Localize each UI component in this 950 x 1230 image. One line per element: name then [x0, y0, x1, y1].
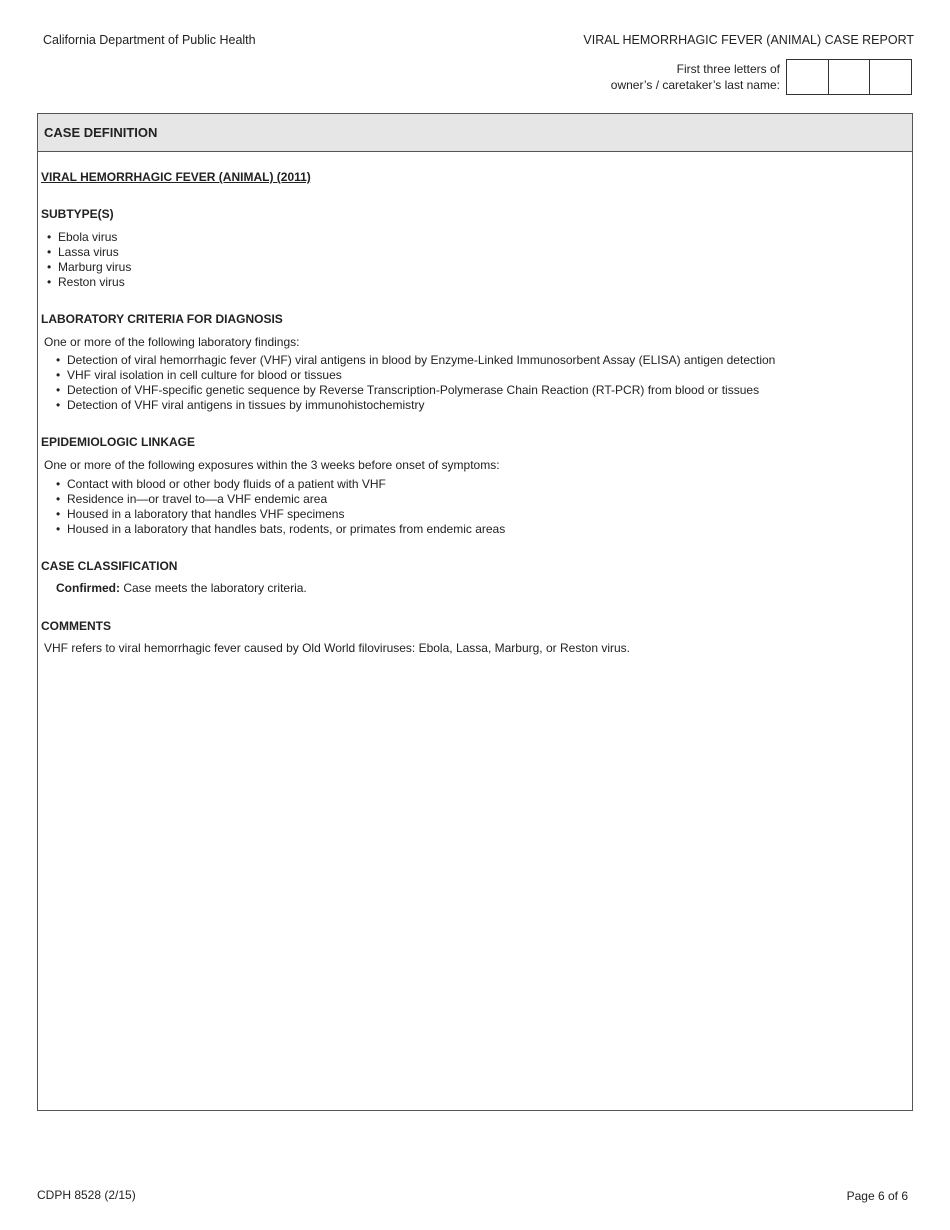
lab-criterion-text: Detection of VHF-specific genetic sequence by Reverse Transcription-Polymerase Chain Reaction (RT-PCR) from blood or tissues — [67, 383, 760, 397]
lab-criteria-intro: One or more of the following laboratory findings: — [44, 335, 300, 349]
owner-initial-box-2[interactable] — [829, 60, 871, 94]
bullet-icon: • — [56, 368, 61, 382]
bullet-icon: • — [56, 507, 61, 521]
bullet-icon: • — [56, 522, 61, 536]
epi-exposure-text: Residence in—or travel to—a VHF endemic area — [67, 492, 328, 506]
form-identifier: CDPH 8528 (2/15) — [37, 1188, 136, 1202]
lab-criteria-list — [41, 353, 901, 413]
confirmed-text: Case meets the laboratory criteria. — [123, 581, 307, 595]
list-item — [56, 477, 901, 492]
bullet-icon: • — [56, 398, 61, 412]
lab-criteria-heading: LABORATORY CRITERIA FOR DIAGNOSIS — [41, 312, 283, 326]
epi-exposure-text: Housed in a laboratory that handles bats, rodents, or primates from endemic areas — [67, 522, 506, 536]
lab-criterion-text: Detection of viral hemorrhagic fever (VHF) viral antigens in blood by Enzyme-Linked Immunosorbent Assay (ELISA) antigen detection — [67, 353, 776, 367]
bullet-icon: • — [47, 230, 52, 244]
list-item — [56, 492, 901, 507]
list-item — [56, 368, 901, 383]
bullet-icon: • — [47, 260, 52, 274]
epi-exposure-text: Contact with blood or other body fluids of a patient with VHF — [67, 477, 386, 491]
list-item — [56, 398, 901, 413]
definition-title: VIRAL HEMORRHAGIC FEVER (ANIMAL) (2011) — [41, 170, 311, 184]
owner-initials-boxes — [786, 59, 912, 95]
list-item — [56, 507, 901, 522]
subtypes-heading: SUBTYPE(S) — [41, 207, 114, 221]
list-item — [56, 353, 901, 368]
bullet-icon: • — [56, 492, 61, 506]
comments-text: VHF refers to viral hemorrhagic fever caused by Old World filoviruses: Ebola, Lassa, Marburg, or Reston virus. — [44, 641, 631, 655]
bullet-icon: • — [56, 477, 61, 491]
subtypes-list — [41, 230, 901, 290]
lab-criterion-text: VHF viral isolation in cell culture for blood or tissues — [67, 368, 342, 382]
bullet-icon: • — [56, 353, 61, 367]
case-definition-title: CASE DEFINITION — [44, 125, 158, 140]
department-name: California Department of Public Health — [43, 33, 256, 47]
case-classification-heading: CASE CLASSIFICATION — [41, 559, 178, 573]
bullet-icon: • — [47, 275, 52, 289]
owner-initial-box-3[interactable] — [870, 60, 911, 94]
bullet-icon: • — [56, 383, 61, 397]
lab-criterion-text: Detection of VHF viral antigens in tissues by immunohistochemistry — [67, 398, 425, 412]
list-item — [56, 522, 901, 537]
confirmed-statement — [56, 581, 901, 596]
owner-name-label — [611, 62, 780, 93]
epi-linkage-list — [41, 477, 901, 537]
subtype-text: Reston virus — [58, 275, 125, 289]
owner-label-line2: owner’s / caretaker’s last name: — [610, 77, 780, 92]
list-item — [47, 275, 901, 290]
list-item — [56, 383, 901, 398]
epi-linkage-intro: One or more of the following exposures within the 3 weeks before onset of symptoms: — [44, 458, 500, 472]
list-item — [47, 230, 901, 245]
list-item — [47, 245, 901, 260]
comments-heading: COMMENTS — [41, 619, 111, 633]
owner-initial-box-1[interactable] — [787, 60, 829, 94]
subtype-text: Marburg virus — [58, 260, 132, 274]
epi-exposure-text: Housed in a laboratory that handles VHF specimens — [67, 507, 345, 521]
subtype-text: Lassa virus — [58, 245, 119, 259]
bullet-icon: • — [47, 245, 52, 259]
list-item — [47, 260, 901, 275]
epi-linkage-heading: EPIDEMIOLOGIC LINKAGE — [41, 435, 196, 449]
subtype-text: Ebola virus — [58, 230, 118, 244]
case-definition-header — [37, 113, 913, 152]
report-title: VIRAL HEMORRHAGIC FEVER (ANIMAL) CASE REPORT — [583, 33, 914, 47]
owner-label-line1: First three letters of — [676, 62, 780, 76]
confirmed-label: Confirmed: — [56, 581, 120, 595]
page-number: Page 6 of 6 — [846, 1189, 908, 1203]
case-definition-content — [41, 170, 901, 656]
